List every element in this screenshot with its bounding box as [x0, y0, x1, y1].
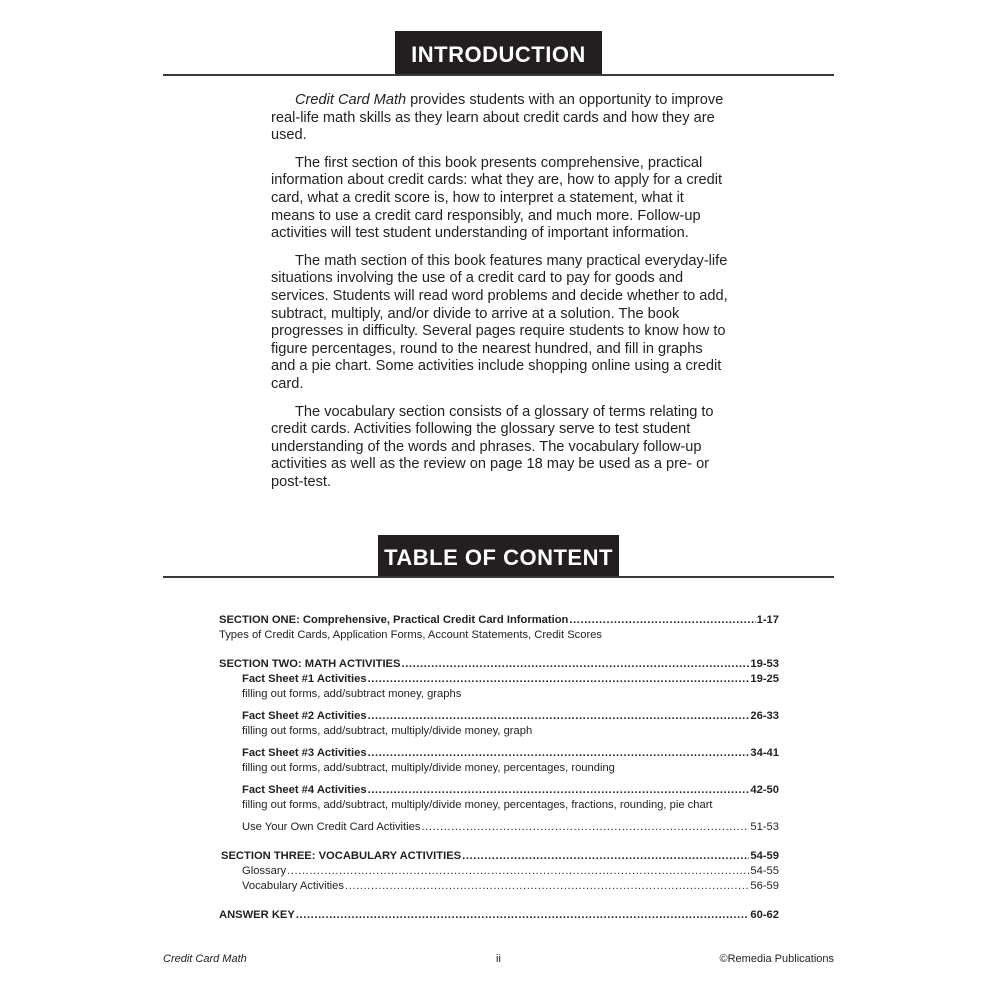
leader-dots	[287, 864, 749, 879]
toc-label: Fact Sheet #2 Activities	[242, 710, 367, 722]
table-of-content-heading: TABLE OF CONTENT	[378, 535, 619, 578]
toc-entry-fact-sheet-2[interactable]	[242, 709, 779, 724]
toc-description: Types of Credit Cards, Application Forms, Account Statements, Credit Scores	[219, 629, 603, 641]
toc-page-range: 51-53	[750, 821, 779, 833]
book-title-italic: Credit Card Math	[295, 92, 407, 108]
leader-dots	[368, 746, 750, 761]
toc-entry-fact-sheet-1[interactable]	[242, 672, 779, 687]
introduction-body	[271, 92, 731, 501]
toc-page-range: 34-41	[750, 747, 779, 759]
toc-rule	[163, 576, 834, 578]
toc-label: SECTION ONE: Comprehensive, Practical Credit Card Information	[219, 614, 569, 626]
toc-label: Fact Sheet #1 Activities	[242, 673, 367, 685]
toc-page-range: 42-50	[750, 784, 779, 796]
introduction-rule	[163, 74, 834, 76]
toc-entry-fact-sheet-4[interactable]	[242, 783, 779, 798]
intro-paragraph-1-text: provides students with an opportunity to improve real-life math skills as they learn about credit cards and how they are used.	[271, 92, 724, 144]
toc-label: ANSWER KEY	[219, 909, 295, 921]
toc-label: Fact Sheet #4 Activities	[242, 784, 367, 796]
toc-entry-own-card[interactable]	[242, 820, 779, 835]
leader-dots	[368, 672, 750, 687]
toc-page-range: 56-59	[750, 880, 779, 892]
toc-description: filling out forms, add/subtract, multiply/divide money, percentages, rounding	[242, 762, 615, 774]
intro-paragraph-1	[271, 92, 731, 145]
toc-description: filling out forms, add/subtract, multiply/divide money, percentages, fractions, rounding, pie chart	[242, 799, 713, 811]
toc-page-range: 60-62	[750, 909, 779, 921]
intro-paragraph-2: The first section of this book presents comprehensive, practical information about credit cards: what they are, how to apply for a credit card, what a credit score is, how to interpret a statement, what it means to use a credit card responsibly, and much more. Follow-up activities will test student understanding of important information.	[271, 154, 723, 242]
toc-label: SECTION THREE: VOCABULARY ACTIVITIES	[221, 850, 462, 862]
toc-entry-glossary[interactable]	[242, 864, 779, 879]
toc-page-range: 54-59	[750, 850, 779, 862]
toc-page-range: 1-17	[756, 614, 779, 626]
leader-dots	[401, 657, 749, 672]
leader-dots	[421, 820, 749, 835]
leader-dots	[569, 613, 755, 628]
leader-dots	[345, 879, 749, 894]
footer-publisher: ©Remedia Publications	[719, 953, 834, 965]
toc-description: filling out forms, add/subtract, multiply/divide money, graph	[242, 725, 533, 737]
intro-paragraph-3: The math section of this book features many practical everyday-life situations involving the use of a credit card to pay for goods and services. Students will read word problems and decide whether to add, subtract, multiply, and/or divide to arrive at a solution. The book progresses in difficulty. Several pages require students to know how to figure percentages, round to the nearest hundred, and fill in graphs and a pie chart. Some activities include shopping online using a credit card.	[271, 252, 728, 392]
toc-description: filling out forms, add/subtract money, graphs	[242, 688, 462, 700]
toc-entry-answer-key[interactable]	[219, 908, 779, 923]
toc-page-range: 19-25	[750, 673, 779, 685]
toc-entry-fact-sheet-3[interactable]	[242, 746, 779, 761]
introduction-heading: INTRODUCTION	[395, 31, 602, 76]
leader-dots	[368, 783, 750, 798]
footer-page-number: ii	[496, 953, 501, 965]
toc-page-range: 54-55	[750, 865, 779, 877]
leader-dots	[462, 849, 749, 864]
toc-label: Fact Sheet #3 Activities	[242, 747, 367, 759]
toc-page-range: 19-53	[750, 658, 779, 670]
footer-book-title: Credit Card Math	[163, 953, 247, 965]
leader-dots	[368, 709, 750, 724]
toc-page-range: 26-33	[750, 710, 779, 722]
toc-entry-section-two[interactable]	[219, 657, 779, 672]
toc-label: Vocabulary Activities	[242, 880, 344, 892]
intro-paragraph-4: The vocabulary section consists of a glossary of terms relating to credit cards. Activities following the glossary serve to test student understanding of the words and phrases. The vocabulary follow-up activities as well as the review on page 18 may be used as a pre- or post-test.	[271, 403, 714, 490]
leader-dots	[296, 908, 750, 923]
toc-entry-section-one[interactable]	[219, 613, 779, 628]
toc-entry-section-three[interactable]	[219, 849, 779, 864]
toc-label: Use Your Own Credit Card Activities	[242, 821, 421, 833]
table-of-contents	[219, 613, 779, 923]
toc-label: Glossary	[242, 865, 287, 877]
toc-label: SECTION TWO: MATH ACTIVITIES	[219, 658, 401, 670]
toc-entry-vocabulary-activities[interactable]	[242, 879, 779, 894]
